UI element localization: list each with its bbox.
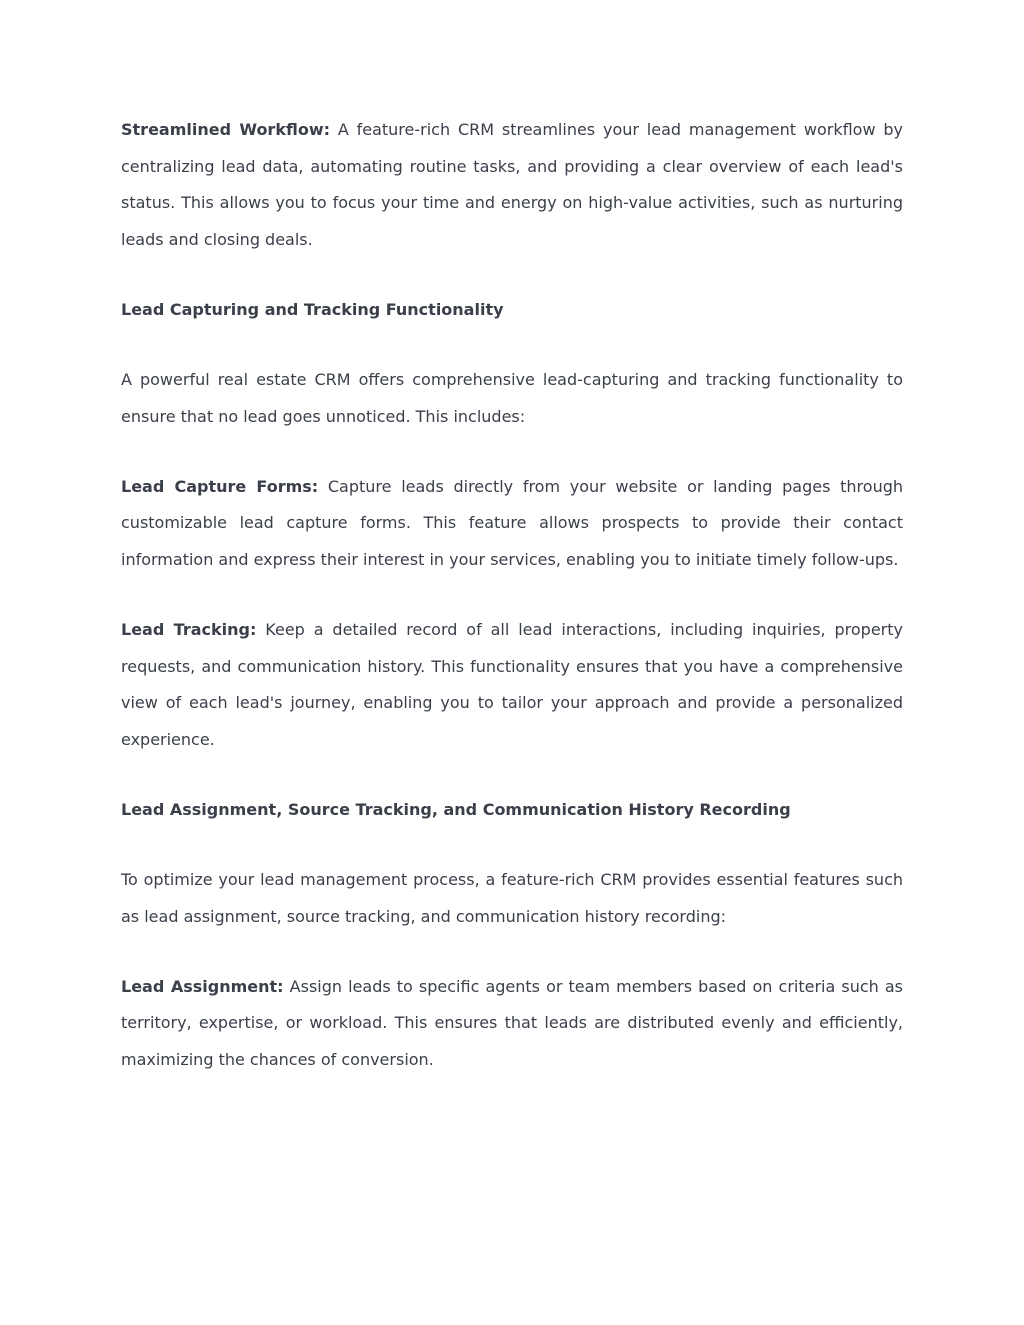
paragraph-text: A powerful real estate CRM offers comprehensive lead-capturing and tracking functionality to ensure that no lead goes unnoticed. This includes: <box>121 369 903 426</box>
section-heading-lead-assignment: Lead Assignment, Source Tracking, and Communication History Recording <box>121 799 791 819</box>
paragraph-lead-assignment <box>121 969 903 1079</box>
section-heading-lead-capturing: Lead Capturing and Tracking Functionality <box>121 299 504 319</box>
paragraph-text: A feature-rich CRM streamlines your lead management workflow by centralizing lead data, automating routine tasks, and providing a clear overview of each lead's status. This allows you to focus your time and energy on high-value activities, such as nurturing leads and closing deals. <box>121 120 904 249</box>
paragraph-lead-management-intro <box>121 862 903 935</box>
document-body <box>121 112 903 1112</box>
paragraph-label: Lead Capture Forms: <box>121 476 319 496</box>
paragraph-lead-capture-forms <box>121 469 903 579</box>
paragraph-text: Capture leads directly from your website or landing pages through customizable lead capture forms. This feature allows prospects to provide their contact information and express their interest in your services, enabling you to initiate timely follow-ups. <box>121 476 904 569</box>
paragraph-lead-tracking <box>121 612 903 758</box>
paragraph-text: To optimize your lead management process, a feature-rich CRM provides essential features such as lead assignment, source tracking, and communication history recording: <box>121 869 903 926</box>
paragraph-text: Keep a detailed record of all lead interactions, including inquiries, property requests, and communication history. This functionality ensures that you have a comprehensive view of each lead's journey, enabling you to tailor your approach and provide a personalized experience. <box>121 619 904 749</box>
paragraph-label: Streamlined Workflow: <box>121 120 330 139</box>
paragraph-label: Lead Tracking: <box>121 619 257 639</box>
paragraph-label: Lead Assignment: <box>121 976 284 996</box>
paragraph-text: Assign leads to specific agents or team members based on criteria such as territory, expertise, or workload. This ensures that leads are distributed evenly and efficiently, maximizing the chances of conversion. <box>121 976 904 1069</box>
paragraph-streamlined-workflow <box>121 112 903 258</box>
paragraph-lead-capturing-intro <box>121 362 903 435</box>
